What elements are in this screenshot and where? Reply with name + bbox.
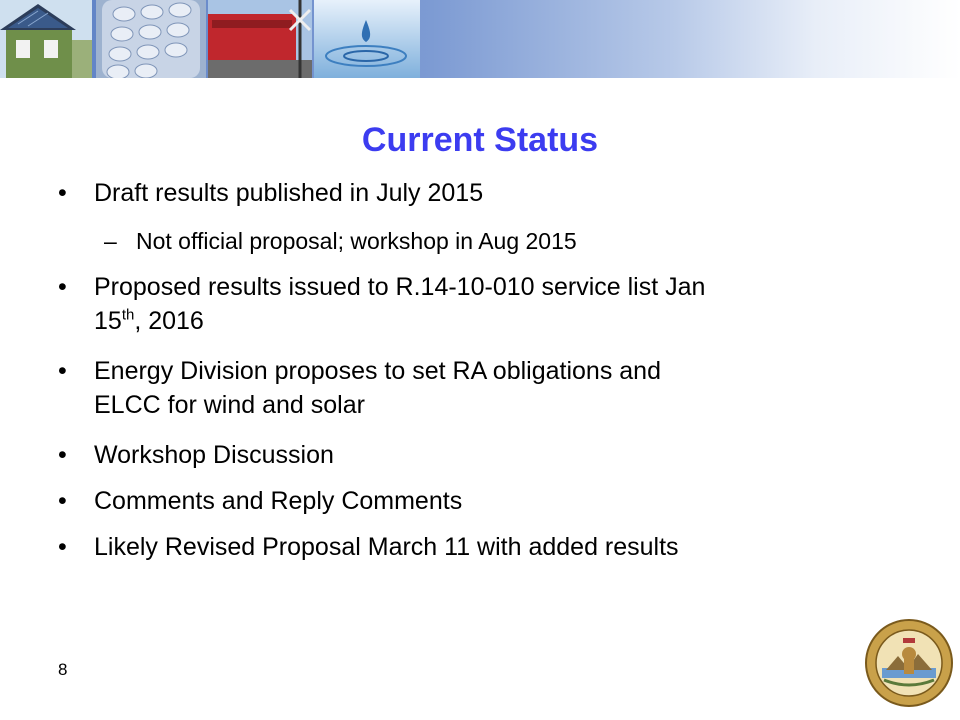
list-item: [94, 270, 874, 338]
slide-title: Current Status: [361, 121, 599, 159]
header-banner: [0, 0, 960, 78]
list-item: Workshop Discussion: [94, 441, 334, 469]
list-item: [94, 354, 874, 422]
cpuc-seal-icon: [864, 618, 954, 708]
list-item-line2: ELCC for wind and solar: [94, 391, 365, 419]
train-photo: [208, 0, 312, 78]
ordinal-suffix: th: [121, 306, 135, 324]
water-drop-photo: [314, 0, 420, 78]
sub-list-item: Not official proposal; workshop in Aug 2015: [136, 228, 577, 254]
list-item-line1: Proposed results issued to R.14-10-010 service list Jan: [94, 273, 706, 301]
list-item-line2-rest: , 2016: [134, 307, 204, 335]
bullet-marker: •: [58, 533, 67, 561]
bullet-marker: •: [58, 273, 67, 301]
bullet-marker: •: [58, 487, 67, 515]
list-item-line2-number: 15: [94, 307, 122, 335]
bullet-marker: •: [58, 441, 67, 469]
bullet-marker: •: [58, 179, 67, 207]
page-number: 8: [58, 660, 68, 679]
list-item: Comments and Reply Comments: [94, 487, 463, 515]
sub-bullet-marker: –: [104, 228, 117, 254]
list-item: Draft results published in July 2015: [94, 179, 484, 207]
bullet-marker: •: [58, 357, 67, 385]
house-solar-photo: [0, 0, 92, 78]
list-item: Likely Revised Proposal March 11 with added results: [94, 533, 679, 561]
list-item-line1: Energy Division proposes to set RA obligations and: [94, 357, 661, 385]
keypad-photo: [96, 0, 206, 78]
